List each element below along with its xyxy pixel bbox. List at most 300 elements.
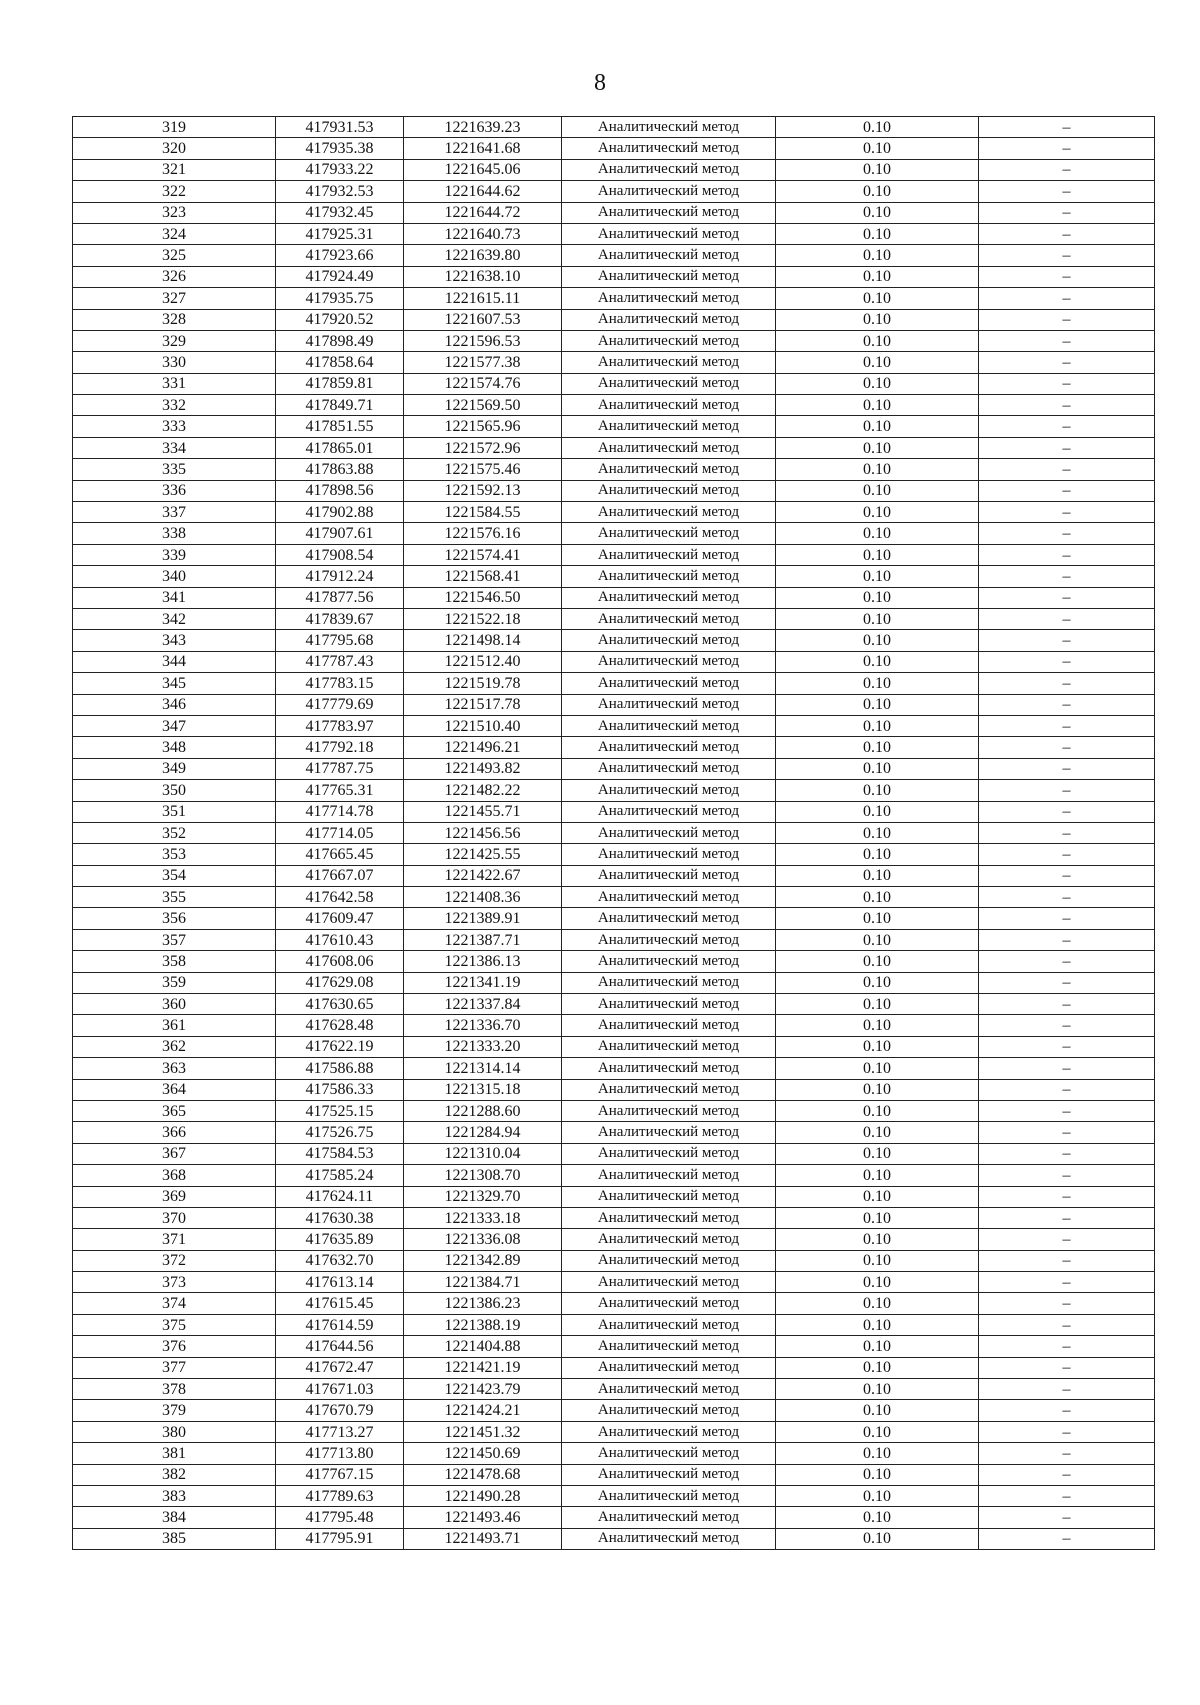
y-coordinate-cell: 1221493.82	[404, 758, 562, 779]
note-cell: –	[979, 630, 1155, 651]
point-number-cell: 367	[73, 1143, 276, 1164]
method-cell: Аналитический метод	[562, 630, 776, 651]
y-coordinate-cell: 1221329.70	[404, 1186, 562, 1207]
method-cell: Аналитический метод	[562, 1079, 776, 1100]
y-coordinate-cell: 1221517.78	[404, 694, 562, 715]
point-number-cell: 347	[73, 715, 276, 736]
method-cell: Аналитический метод	[562, 223, 776, 244]
y-coordinate-cell: 1221478.68	[404, 1464, 562, 1485]
x-coordinate-cell: 417586.33	[276, 1079, 404, 1100]
note-cell: –	[979, 416, 1155, 437]
table-row	[73, 1165, 1155, 1186]
table-row	[73, 288, 1155, 309]
accuracy-cell: 0.10	[776, 1122, 979, 1143]
point-number-cell: 345	[73, 673, 276, 694]
point-number-cell: 383	[73, 1486, 276, 1507]
y-coordinate-cell: 1221522.18	[404, 608, 562, 629]
point-number-cell: 334	[73, 437, 276, 458]
x-coordinate-cell: 417931.53	[276, 117, 404, 138]
table-row	[73, 1421, 1155, 1442]
note-cell: –	[979, 865, 1155, 886]
y-coordinate-cell: 1221386.23	[404, 1293, 562, 1314]
table-row	[73, 1464, 1155, 1485]
point-number-cell: 379	[73, 1400, 276, 1421]
point-number-cell: 358	[73, 951, 276, 972]
method-cell: Аналитический метод	[562, 181, 776, 202]
note-cell: –	[979, 673, 1155, 694]
table-row	[73, 1058, 1155, 1079]
y-coordinate-cell: 1221333.20	[404, 1036, 562, 1057]
x-coordinate-cell: 417608.06	[276, 951, 404, 972]
x-coordinate-cell: 417925.31	[276, 223, 404, 244]
note-cell: –	[979, 587, 1155, 608]
table-row	[73, 1079, 1155, 1100]
y-coordinate-cell: 1221640.73	[404, 223, 562, 244]
method-cell: Аналитический метод	[562, 117, 776, 138]
table-row	[73, 566, 1155, 587]
x-coordinate-cell: 417898.56	[276, 480, 404, 501]
accuracy-cell: 0.10	[776, 737, 979, 758]
x-coordinate-cell: 417935.75	[276, 288, 404, 309]
y-coordinate-cell: 1221592.13	[404, 480, 562, 501]
accuracy-cell: 0.10	[776, 1207, 979, 1228]
x-coordinate-cell: 417609.47	[276, 908, 404, 929]
table-row	[73, 908, 1155, 929]
table-row	[73, 822, 1155, 843]
method-cell: Аналитический метод	[562, 1165, 776, 1186]
note-cell: –	[979, 1250, 1155, 1271]
method-cell: Аналитический метод	[562, 822, 776, 843]
x-coordinate-cell: 417902.88	[276, 502, 404, 523]
table-row	[73, 480, 1155, 501]
method-cell: Аналитический метод	[562, 245, 776, 266]
table-row	[73, 1015, 1155, 1036]
method-cell: Аналитический метод	[562, 1507, 776, 1528]
method-cell: Аналитический метод	[562, 566, 776, 587]
method-cell: Аналитический метод	[562, 395, 776, 416]
note-cell: –	[979, 1507, 1155, 1528]
y-coordinate-cell: 1221333.18	[404, 1207, 562, 1228]
point-number-cell: 375	[73, 1314, 276, 1335]
point-number-cell: 355	[73, 887, 276, 908]
accuracy-cell: 0.10	[776, 822, 979, 843]
note-cell: –	[979, 1528, 1155, 1549]
x-coordinate-cell: 417585.24	[276, 1165, 404, 1186]
x-coordinate-cell: 417920.52	[276, 309, 404, 330]
point-number-cell: 365	[73, 1100, 276, 1121]
table-row	[73, 630, 1155, 651]
note-cell: –	[979, 223, 1155, 244]
note-cell: –	[979, 929, 1155, 950]
y-coordinate-cell: 1221565.96	[404, 416, 562, 437]
method-cell: Аналитический метод	[562, 1443, 776, 1464]
y-coordinate-cell: 1221577.38	[404, 352, 562, 373]
table-row	[73, 1528, 1155, 1549]
accuracy-cell: 0.10	[776, 523, 979, 544]
point-number-cell: 343	[73, 630, 276, 651]
point-number-cell: 336	[73, 480, 276, 501]
x-coordinate-cell: 417792.18	[276, 737, 404, 758]
y-coordinate-cell: 1221450.69	[404, 1443, 562, 1464]
method-cell: Аналитический метод	[562, 1486, 776, 1507]
table-row	[73, 1443, 1155, 1464]
accuracy-cell: 0.10	[776, 994, 979, 1015]
y-coordinate-cell: 1221341.19	[404, 972, 562, 993]
x-coordinate-cell: 417787.43	[276, 651, 404, 672]
x-coordinate-cell: 417665.45	[276, 844, 404, 865]
method-cell: Аналитический метод	[562, 780, 776, 801]
y-coordinate-cell: 1221422.67	[404, 865, 562, 886]
table-row	[73, 737, 1155, 758]
point-number-cell: 359	[73, 972, 276, 993]
accuracy-cell: 0.10	[776, 972, 979, 993]
note-cell: –	[979, 459, 1155, 480]
table-row	[73, 929, 1155, 950]
accuracy-cell: 0.10	[776, 694, 979, 715]
point-number-cell: 340	[73, 566, 276, 587]
x-coordinate-cell: 417622.19	[276, 1036, 404, 1057]
accuracy-cell: 0.10	[776, 437, 979, 458]
x-coordinate-cell: 417795.48	[276, 1507, 404, 1528]
method-cell: Аналитический метод	[562, 523, 776, 544]
x-coordinate-cell: 417526.75	[276, 1122, 404, 1143]
y-coordinate-cell: 1221424.21	[404, 1400, 562, 1421]
x-coordinate-cell: 417629.08	[276, 972, 404, 993]
table-row	[73, 844, 1155, 865]
point-number-cell: 368	[73, 1165, 276, 1186]
accuracy-cell: 0.10	[776, 608, 979, 629]
point-number-cell: 332	[73, 395, 276, 416]
x-coordinate-cell: 417839.67	[276, 608, 404, 629]
method-cell: Аналитический метод	[562, 1250, 776, 1271]
accuracy-cell: 0.10	[776, 502, 979, 523]
point-number-cell: 335	[73, 459, 276, 480]
note-cell: –	[979, 202, 1155, 223]
table-row	[73, 1357, 1155, 1378]
accuracy-cell: 0.10	[776, 801, 979, 822]
point-number-cell: 382	[73, 1464, 276, 1485]
accuracy-cell: 0.10	[776, 181, 979, 202]
x-coordinate-cell: 417877.56	[276, 587, 404, 608]
point-number-cell: 354	[73, 865, 276, 886]
x-coordinate-cell: 417624.11	[276, 1186, 404, 1207]
method-cell: Аналитический метод	[562, 416, 776, 437]
y-coordinate-cell: 1221575.46	[404, 459, 562, 480]
y-coordinate-cell: 1221584.55	[404, 502, 562, 523]
y-coordinate-cell: 1221387.71	[404, 929, 562, 950]
method-cell: Аналитический метод	[562, 1421, 776, 1442]
y-coordinate-cell: 1221425.55	[404, 844, 562, 865]
note-cell: –	[979, 1079, 1155, 1100]
y-coordinate-cell: 1221456.56	[404, 822, 562, 843]
point-number-cell: 342	[73, 608, 276, 629]
table-row	[73, 587, 1155, 608]
y-coordinate-cell: 1221315.18	[404, 1079, 562, 1100]
point-number-cell: 384	[73, 1507, 276, 1528]
x-coordinate-cell: 417795.68	[276, 630, 404, 651]
y-coordinate-cell: 1221569.50	[404, 395, 562, 416]
x-coordinate-cell: 417865.01	[276, 437, 404, 458]
method-cell: Аналитический метод	[562, 266, 776, 287]
note-cell: –	[979, 908, 1155, 929]
table-row	[73, 544, 1155, 565]
x-coordinate-cell: 417912.24	[276, 566, 404, 587]
note-cell: –	[979, 1036, 1155, 1057]
y-coordinate-cell: 1221576.16	[404, 523, 562, 544]
note-cell: –	[979, 651, 1155, 672]
note-cell: –	[979, 288, 1155, 309]
table-row	[73, 715, 1155, 736]
x-coordinate-cell: 417671.03	[276, 1379, 404, 1400]
x-coordinate-cell: 417635.89	[276, 1229, 404, 1250]
method-cell: Аналитический метод	[562, 887, 776, 908]
y-coordinate-cell: 1221284.94	[404, 1122, 562, 1143]
accuracy-cell: 0.10	[776, 1272, 979, 1293]
note-cell: –	[979, 1272, 1155, 1293]
table-row	[73, 309, 1155, 330]
note-cell: –	[979, 245, 1155, 266]
x-coordinate-cell: 417713.80	[276, 1443, 404, 1464]
accuracy-cell: 0.10	[776, 1528, 979, 1549]
method-cell: Аналитический метод	[562, 865, 776, 886]
method-cell: Аналитический метод	[562, 758, 776, 779]
note-cell: –	[979, 1165, 1155, 1186]
y-coordinate-cell: 1221510.40	[404, 715, 562, 736]
x-coordinate-cell: 417630.38	[276, 1207, 404, 1228]
table-row	[73, 159, 1155, 180]
x-coordinate-cell: 417610.43	[276, 929, 404, 950]
note-cell: –	[979, 801, 1155, 822]
table-row	[73, 1336, 1155, 1357]
accuracy-cell: 0.10	[776, 223, 979, 244]
y-coordinate-cell: 1221490.28	[404, 1486, 562, 1507]
method-cell: Аналитический метод	[562, 737, 776, 758]
table-row	[73, 373, 1155, 394]
x-coordinate-cell: 417898.49	[276, 330, 404, 351]
x-coordinate-cell: 417630.65	[276, 994, 404, 1015]
accuracy-cell: 0.10	[776, 951, 979, 972]
point-number-cell: 333	[73, 416, 276, 437]
coordinates-table	[72, 116, 1155, 1550]
table-row	[73, 780, 1155, 801]
note-cell: –	[979, 972, 1155, 993]
point-number-cell: 366	[73, 1122, 276, 1143]
note-cell: –	[979, 1015, 1155, 1036]
accuracy-cell: 0.10	[776, 1443, 979, 1464]
y-coordinate-cell: 1221644.72	[404, 202, 562, 223]
accuracy-cell: 0.10	[776, 1507, 979, 1528]
table-row	[73, 352, 1155, 373]
accuracy-cell: 0.10	[776, 117, 979, 138]
method-cell: Аналитический метод	[562, 1186, 776, 1207]
note-cell: –	[979, 1464, 1155, 1485]
point-number-cell: 351	[73, 801, 276, 822]
accuracy-cell: 0.10	[776, 715, 979, 736]
table-row	[73, 1400, 1155, 1421]
method-cell: Аналитический метод	[562, 309, 776, 330]
table-row	[73, 994, 1155, 1015]
method-cell: Аналитический метод	[562, 673, 776, 694]
y-coordinate-cell: 1221408.36	[404, 887, 562, 908]
x-coordinate-cell: 417907.61	[276, 523, 404, 544]
method-cell: Аналитический метод	[562, 1229, 776, 1250]
point-number-cell: 364	[73, 1079, 276, 1100]
x-coordinate-cell: 417933.22	[276, 159, 404, 180]
method-cell: Аналитический метод	[562, 480, 776, 501]
accuracy-cell: 0.10	[776, 780, 979, 801]
x-coordinate-cell: 417713.27	[276, 1421, 404, 1442]
y-coordinate-cell: 1221423.79	[404, 1379, 562, 1400]
method-cell: Аналитический метод	[562, 437, 776, 458]
accuracy-cell: 0.10	[776, 566, 979, 587]
x-coordinate-cell: 417614.59	[276, 1314, 404, 1335]
note-cell: –	[979, 1058, 1155, 1079]
x-coordinate-cell: 417849.71	[276, 395, 404, 416]
point-number-cell: 376	[73, 1336, 276, 1357]
y-coordinate-cell: 1221639.23	[404, 117, 562, 138]
method-cell: Аналитический метод	[562, 1528, 776, 1549]
note-cell: –	[979, 330, 1155, 351]
note-cell: –	[979, 544, 1155, 565]
accuracy-cell: 0.10	[776, 352, 979, 373]
table-row	[73, 801, 1155, 822]
note-cell: –	[979, 780, 1155, 801]
table-row	[73, 117, 1155, 138]
accuracy-cell: 0.10	[776, 1100, 979, 1121]
accuracy-cell: 0.10	[776, 288, 979, 309]
x-coordinate-cell: 417779.69	[276, 694, 404, 715]
table-row	[73, 1272, 1155, 1293]
y-coordinate-cell: 1221389.91	[404, 908, 562, 929]
y-coordinate-cell: 1221308.70	[404, 1165, 562, 1186]
method-cell: Аналитический метод	[562, 972, 776, 993]
x-coordinate-cell: 417924.49	[276, 266, 404, 287]
note-cell: –	[979, 437, 1155, 458]
point-number-cell: 328	[73, 309, 276, 330]
x-coordinate-cell: 417628.48	[276, 1015, 404, 1036]
y-coordinate-cell: 1221451.32	[404, 1421, 562, 1442]
x-coordinate-cell: 417935.38	[276, 138, 404, 159]
method-cell: Аналитический метод	[562, 544, 776, 565]
y-coordinate-cell: 1221519.78	[404, 673, 562, 694]
x-coordinate-cell: 417932.53	[276, 181, 404, 202]
y-coordinate-cell: 1221342.89	[404, 1250, 562, 1271]
accuracy-cell: 0.10	[776, 1357, 979, 1378]
note-cell: –	[979, 715, 1155, 736]
accuracy-cell: 0.10	[776, 1015, 979, 1036]
table-row	[73, 1186, 1155, 1207]
point-number-cell: 371	[73, 1229, 276, 1250]
y-coordinate-cell: 1221384.71	[404, 1272, 562, 1293]
note-cell: –	[979, 159, 1155, 180]
method-cell: Аналитический метод	[562, 1464, 776, 1485]
accuracy-cell: 0.10	[776, 1464, 979, 1485]
point-number-cell: 348	[73, 737, 276, 758]
x-coordinate-cell: 417765.31	[276, 780, 404, 801]
table-row	[73, 951, 1155, 972]
method-cell: Аналитический метод	[562, 801, 776, 822]
accuracy-cell: 0.10	[776, 1229, 979, 1250]
point-number-cell: 352	[73, 822, 276, 843]
method-cell: Аналитический метод	[562, 373, 776, 394]
x-coordinate-cell: 417667.07	[276, 865, 404, 886]
method-cell: Аналитический метод	[562, 994, 776, 1015]
x-coordinate-cell: 417632.70	[276, 1250, 404, 1271]
method-cell: Аналитический метод	[562, 1400, 776, 1421]
point-number-cell: 362	[73, 1036, 276, 1057]
point-number-cell: 323	[73, 202, 276, 223]
y-coordinate-cell: 1221568.41	[404, 566, 562, 587]
table-row	[73, 416, 1155, 437]
note-cell: –	[979, 994, 1155, 1015]
note-cell: –	[979, 1400, 1155, 1421]
table-row	[73, 138, 1155, 159]
table-row	[73, 1314, 1155, 1335]
point-number-cell: 350	[73, 780, 276, 801]
table-row	[73, 223, 1155, 244]
point-number-cell: 372	[73, 1250, 276, 1271]
table-row	[73, 1100, 1155, 1121]
accuracy-cell: 0.10	[776, 865, 979, 886]
method-cell: Аналитический метод	[562, 352, 776, 373]
point-number-cell: 331	[73, 373, 276, 394]
note-cell: –	[979, 1100, 1155, 1121]
table-row	[73, 459, 1155, 480]
method-cell: Аналитический метод	[562, 330, 776, 351]
accuracy-cell: 0.10	[776, 844, 979, 865]
accuracy-cell: 0.10	[776, 1314, 979, 1335]
note-cell: –	[979, 694, 1155, 715]
note-cell: –	[979, 138, 1155, 159]
note-cell: –	[979, 1443, 1155, 1464]
accuracy-cell: 0.10	[776, 309, 979, 330]
method-cell: Аналитический метод	[562, 651, 776, 672]
method-cell: Аналитический метод	[562, 1122, 776, 1143]
y-coordinate-cell: 1221512.40	[404, 651, 562, 672]
point-number-cell: 329	[73, 330, 276, 351]
point-number-cell: 319	[73, 117, 276, 138]
method-cell: Аналитический метод	[562, 1015, 776, 1036]
accuracy-cell: 0.10	[776, 330, 979, 351]
x-coordinate-cell: 417615.45	[276, 1293, 404, 1314]
y-coordinate-cell: 1221607.53	[404, 309, 562, 330]
x-coordinate-cell: 417923.66	[276, 245, 404, 266]
y-coordinate-cell: 1221641.68	[404, 138, 562, 159]
y-coordinate-cell: 1221404.88	[404, 1336, 562, 1357]
table-row	[73, 1229, 1155, 1250]
accuracy-cell: 0.10	[776, 1421, 979, 1442]
accuracy-cell: 0.10	[776, 202, 979, 223]
point-number-cell: 321	[73, 159, 276, 180]
method-cell: Аналитический метод	[562, 502, 776, 523]
y-coordinate-cell: 1221288.60	[404, 1100, 562, 1121]
note-cell: –	[979, 1379, 1155, 1400]
point-number-cell: 369	[73, 1186, 276, 1207]
y-coordinate-cell: 1221482.22	[404, 780, 562, 801]
table-row	[73, 1143, 1155, 1164]
table-row	[73, 1379, 1155, 1400]
x-coordinate-cell: 417525.15	[276, 1100, 404, 1121]
point-number-cell: 353	[73, 844, 276, 865]
method-cell: Аналитический метод	[562, 908, 776, 929]
method-cell: Аналитический метод	[562, 694, 776, 715]
method-cell: Аналитический метод	[562, 929, 776, 950]
y-coordinate-cell: 1221596.53	[404, 330, 562, 351]
method-cell: Аналитический метод	[562, 159, 776, 180]
point-number-cell: 357	[73, 929, 276, 950]
y-coordinate-cell: 1221336.70	[404, 1015, 562, 1036]
method-cell: Аналитический метод	[562, 1357, 776, 1378]
